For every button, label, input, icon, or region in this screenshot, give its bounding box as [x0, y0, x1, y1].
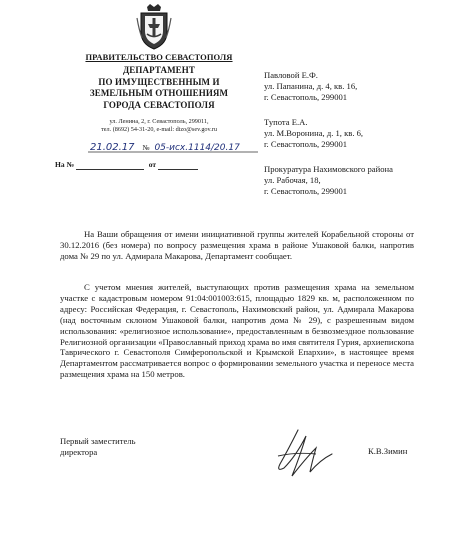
government-name: ПРАВИТЕЛЬСТВО СЕВАСТОПОЛЯ — [85, 52, 233, 62]
reference-from-label: от — [148, 160, 157, 169]
department-line-2: ПО ИМУЩЕСТВЕННЫМ И — [98, 76, 220, 87]
department-contacts: тел. (8692) 54-31-20, e-mail: dizo@sev.gov.ru — [101, 126, 217, 133]
department-name — [40, 65, 278, 111]
signatory-title-line-2: директора — [60, 447, 98, 457]
addressee-street: ул. М.Воронина, д. 1, кв. 6, — [264, 128, 364, 138]
reference-row — [55, 160, 198, 170]
department-line-1: ДЕПАРТАМЕНТ — [123, 65, 195, 75]
handwritten-signature — [266, 426, 346, 482]
addressee-name: Павловой Е.Ф. — [264, 70, 318, 80]
reference-number-field — [76, 160, 144, 170]
body-paragraph-1: На Ваши обращения от имени инициативной группы жителей Корабельной стороны от 30.12.2016 (без номера) по вопросу размещения храма в районе Ушаковой балки, напротив дома № 29 по ул. Адмирала Макарова, Департамент сообщает. — [60, 229, 414, 261]
department-line-4: ГОРОДА СЕВАСТОПОЛЯ — [103, 99, 215, 110]
addressee-city: г. Севастополь, 299001 — [264, 186, 348, 196]
reference-on-label: На № — [55, 160, 74, 169]
addressee-name: Тупота Е.А. — [264, 117, 308, 127]
addressee-2 — [264, 117, 363, 150]
addressee-city: г. Севастополь, 299001 — [264, 139, 348, 149]
addressee-name: Прокуратура Нахимовского района — [264, 164, 393, 174]
signatory-name: К.В.Зимин — [368, 446, 408, 456]
body-paragraph-2: С учетом мнения жителей, выступающих против размещения храма на земельном участке с кадастровым номером 91:04:001003:615, площадью 1829 кв. м, расположенном по адресу: Российская Федерация, г. Севастополь, Нахимовский район, ул. Адмирала Макарова (над восточным склоном Ушаковой балки, напротив дома № 29), с разрешенным видом использования: «религиозное использование», предоставленным в безвозмездное пользование Религиозной организации «Православный приход храма во имя святителя Гурия, архиепископа Таврического г. Севастополя Симферопольской и Крымской Епархии», в настоящее время Департаментом рассматривается вопрос о формировании земельного участка и переносе места размещения храма на 150 метров. — [60, 282, 414, 380]
signatory-title — [60, 436, 136, 458]
department-line-3: ЗЕМЕЛЬНЫМ ОТНОШЕНИЯМ — [89, 88, 229, 98]
addressee-city: г. Севастополь, 299001 — [264, 92, 348, 102]
registration-number-prefix: № — [142, 143, 150, 152]
registration-underline — [88, 151, 258, 154]
addressee-1 — [264, 70, 357, 103]
addressee-3 — [264, 164, 393, 197]
addressee-street: ул. Папанина, д. 4, кв. 16, — [264, 81, 358, 91]
registration-date: 21.02.17 — [90, 142, 135, 153]
signatory-title-line-1: Первый заместитель — [60, 436, 136, 446]
registration-number: 05-исх.1114/20.17 — [154, 143, 240, 153]
reference-date-field — [158, 160, 198, 170]
department-address: ул. Ленина, 2, г. Севастополь, 299011, — [109, 118, 209, 125]
sevastopol-coat-of-arms-icon — [136, 4, 172, 50]
addressee-street: ул. Рабочая, 18, — [264, 175, 321, 185]
